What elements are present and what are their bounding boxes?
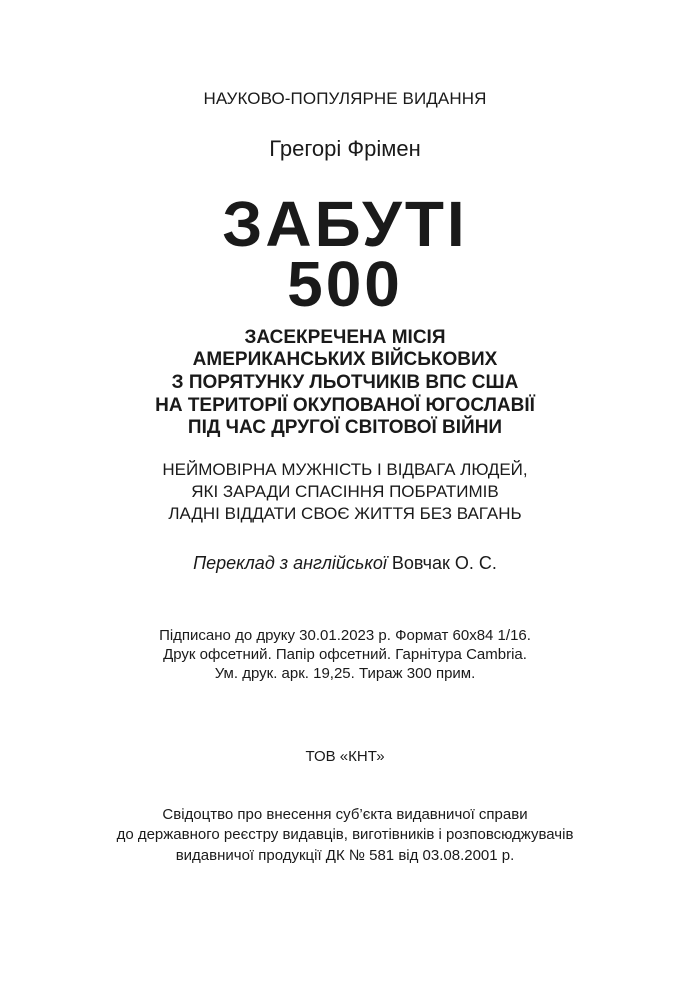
publisher-name: ТОВ «КНТ» (305, 748, 385, 765)
imprint-line: Друк офсетний. Папір офсетний. Гарнітура Cambria. (163, 646, 527, 663)
subtitle-line: ПІД ЧАС ДРУГОЇ СВІТОВОЇ ВІЙНИ (187, 417, 503, 438)
certificate-line: видавничої продукції ДК № 581 від 03.08.2001 р. (175, 847, 515, 864)
author-name: Грегорі Фрімен (269, 136, 421, 161)
subtitle-line: З ПОРЯТУНКУ ЛЬОТЧИКІВ ВПС США (171, 372, 519, 393)
subtitle-line: НА ТЕРИТОРІЇ ОКУПОВАНОЇ ЮГОСЛАВІЇ (155, 395, 535, 416)
subtitle-line: ЗАСЕКРЕЧЕНА МІСІЯ (244, 327, 446, 348)
translator-name: Вовчак О. С. (391, 553, 497, 573)
imprint-line: Підписано до друку 30.01.2023 р. Формат 60х84 1/16. (159, 627, 531, 644)
description-line: ЛАДНІ ВІДДАТИ СВОЄ ЖИТТЯ БЕЗ ВАГАНЬ (168, 504, 522, 523)
translation-label: Переклад з англійської (193, 553, 387, 573)
genre-label: НАУКОВО-ПОПУЛЯРНЕ ВИДАННЯ (203, 89, 487, 108)
certificate-line: Свідоцтво про внесення суб’єкта видавничої справи (162, 806, 528, 823)
book-title-line-1: ЗАБУТІ (222, 188, 468, 260)
certificate-line: до державного реєстру видавців, виготівників і розповсюджувачів (116, 826, 574, 843)
imprint-line: Ум. друк. арк. 19,25. Тираж 300 прим. (214, 665, 476, 682)
book-title-line-2: 500 (287, 248, 403, 320)
description-line: НЕЙМОВІРНА МУЖНІСТЬ І ВІДВАГА ЛЮДЕЙ, (162, 460, 528, 479)
subtitle-line: АМЕРИКАНСЬКИХ ВІЙСЬКОВИХ (192, 349, 498, 370)
description-line: ЯКІ ЗАРАДИ СПАСІННЯ ПОБРАТИМІВ (191, 482, 499, 501)
translation-credit (0, 553, 690, 574)
